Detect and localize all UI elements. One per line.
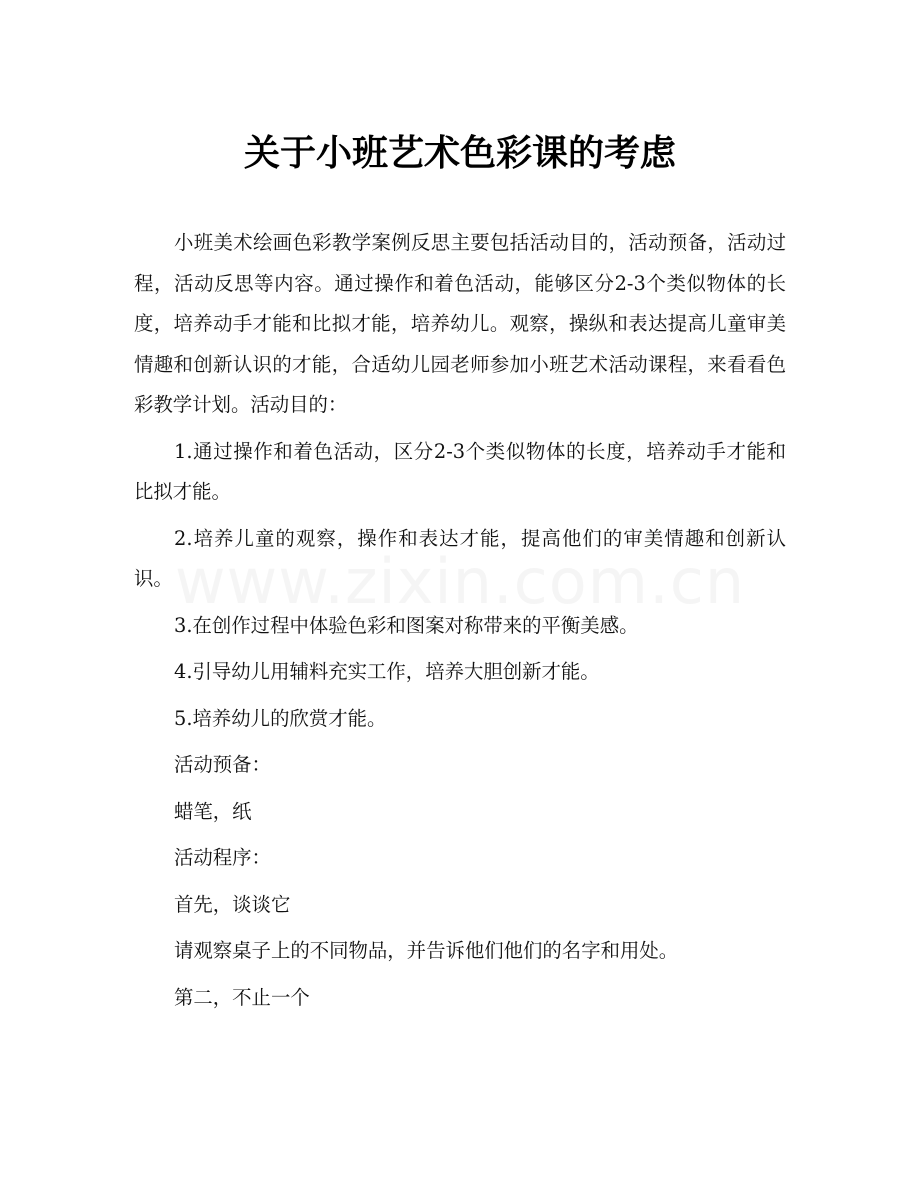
paragraph-goal-4: 4.引导幼儿用辅料充实工作，培养大胆创新才能。 [174, 660, 600, 683]
paragraph-intro: 小班美术绘画色彩教学案例反思主要包括活动目的，活动预备，活动过程，活动反思等内容。通过操作和着色活动，能够区分2-3个类似物体的长度，培养动手才能和比拟才能，培养幼儿。观察，操纵和表达提高儿童审美情趣和创新认识的才能，合适幼儿园老师参加小班艺术活动课程，来看看色彩教学计划。活动目的： [134, 231, 786, 416]
heading-procedure: 活动程序： [174, 846, 271, 869]
paragraph-step-1: 首先，谈谈它 [174, 892, 291, 916]
watermark: www.zixin.com.cn [174, 545, 746, 618]
paragraph-materials: 蜡笔，纸 [174, 799, 252, 823]
document-body [134, 223, 786, 1024]
paragraph-goal-1: 1.通过操作和着色活动，区分2-3个类似物体的长度，培养动手才能和比拟才能。 [134, 439, 786, 503]
paragraph-goal-5: 5.培养幼儿的欣赏才能。 [174, 706, 387, 730]
paragraph-step-2: 第二，不止一个 [174, 985, 310, 1009]
heading-preparation: 活动预备： [174, 753, 271, 776]
document-title: 关于小班艺术色彩课的考虑 [243, 132, 676, 174]
paragraph-goal-2: 2.培养儿童的观察，操作和表达才能，提高他们的审美情趣和创新认识。 [134, 526, 786, 590]
paragraph-goal-3: 3.在创作过程中体验色彩和图案对称带来的平衡美感。 [174, 613, 639, 637]
paragraph-step-1-detail: 请观察桌子上的不同物品，并告诉他们他们的名字和用处。 [174, 939, 679, 962]
